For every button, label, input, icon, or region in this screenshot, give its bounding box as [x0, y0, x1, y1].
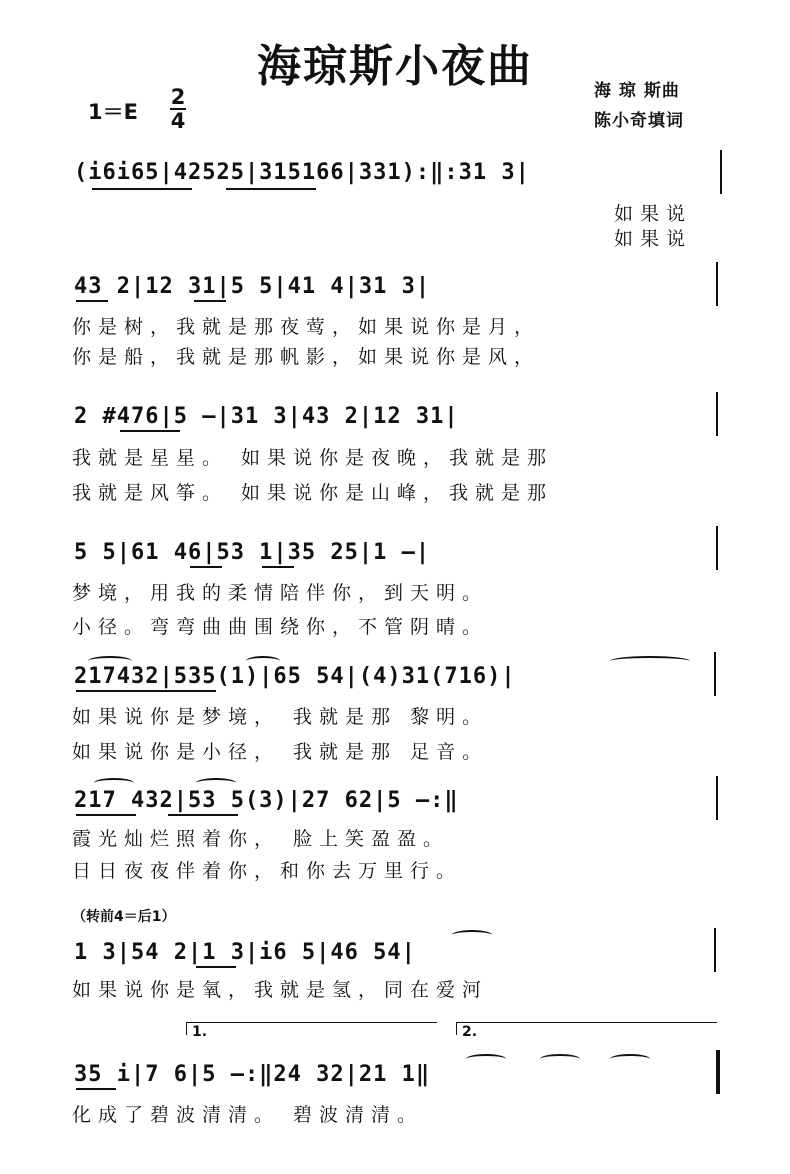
- system-6-notes: 217 432|53 5(3)|27 62|5 —:‖: [74, 788, 459, 813]
- key-signature: 1＝E: [88, 100, 138, 124]
- system-5-lyrics-2: 如果说你是小径， 我就是那 足音。: [72, 741, 489, 763]
- system-2-notes: 43 2|12 31|5 5|41 4|31 3|: [74, 274, 431, 299]
- system-4-lyrics-1: 梦境，用我的柔情陪伴你，到天明。: [72, 582, 489, 604]
- time-signature: [170, 86, 186, 132]
- system-1-lyrics-2: 如果说: [614, 228, 693, 250]
- system-6-lyrics-1: 霞光灿烂照着你， 脸上笑盈盈。: [72, 828, 450, 850]
- volta-2-label: 2.: [462, 1024, 478, 1040]
- system-4-notes: 5 5|61 46|53 1|35 25|1 —|: [74, 540, 431, 565]
- system-1-lyrics-1: 如果说: [614, 203, 693, 225]
- system-5-notes: 217432|535(1)|65 54|(4)31(716)|: [74, 664, 516, 689]
- system-8-notes: 35 i|7 6|5 —:‖24 32|21 1‖: [74, 1062, 431, 1087]
- composer-credit: 海 琼 斯曲: [594, 81, 680, 101]
- system-6-lyrics-2: 日日夜夜伴着你，和你去万里行。: [72, 860, 463, 882]
- system-4-lyrics-2: 小径。弯弯曲曲围绕你，不管阴晴。: [72, 616, 489, 638]
- system-3-lyrics-2: 我就是风筝。 如果说你是山峰，我就是那: [72, 482, 554, 504]
- system-7-notes: 1 3|54 2|1 3|i6 5|46 54|: [74, 940, 416, 965]
- system-2-lyrics-2: 你是船，我就是那帆影，如果说你是风，: [72, 346, 541, 368]
- system-3-lyrics-1: 我就是星星。 如果说你是夜晚，我就是那: [72, 447, 554, 469]
- volta-1-label: 1.: [192, 1024, 208, 1040]
- time-signature-bottom: 4: [170, 109, 186, 133]
- system-1-notes: (i6i65|42525|315166|331):‖:31 3|: [74, 160, 530, 185]
- system-7-lyrics-1: 如果说你是氧，我就是氢，同在爱河: [72, 979, 489, 1001]
- system-2-lyrics-1: 你是树，我就是那夜莺，如果说你是月，: [72, 316, 541, 338]
- system-8-lyrics-1: 化成了碧波清清。 碧波清清。: [72, 1104, 424, 1126]
- song-title: 海琼斯小夜曲: [257, 41, 533, 92]
- system-5-lyrics-1: 如果说你是梦境， 我就是那 黎明。: [72, 706, 489, 728]
- modulation-note: （转前4＝后1）: [72, 909, 176, 925]
- lyricist-credit: 陈小奇填词: [594, 111, 684, 131]
- system-3-notes: 2 #476|5 —|31 3|43 2|12 31|: [74, 404, 459, 429]
- time-signature-top: 2: [170, 85, 186, 109]
